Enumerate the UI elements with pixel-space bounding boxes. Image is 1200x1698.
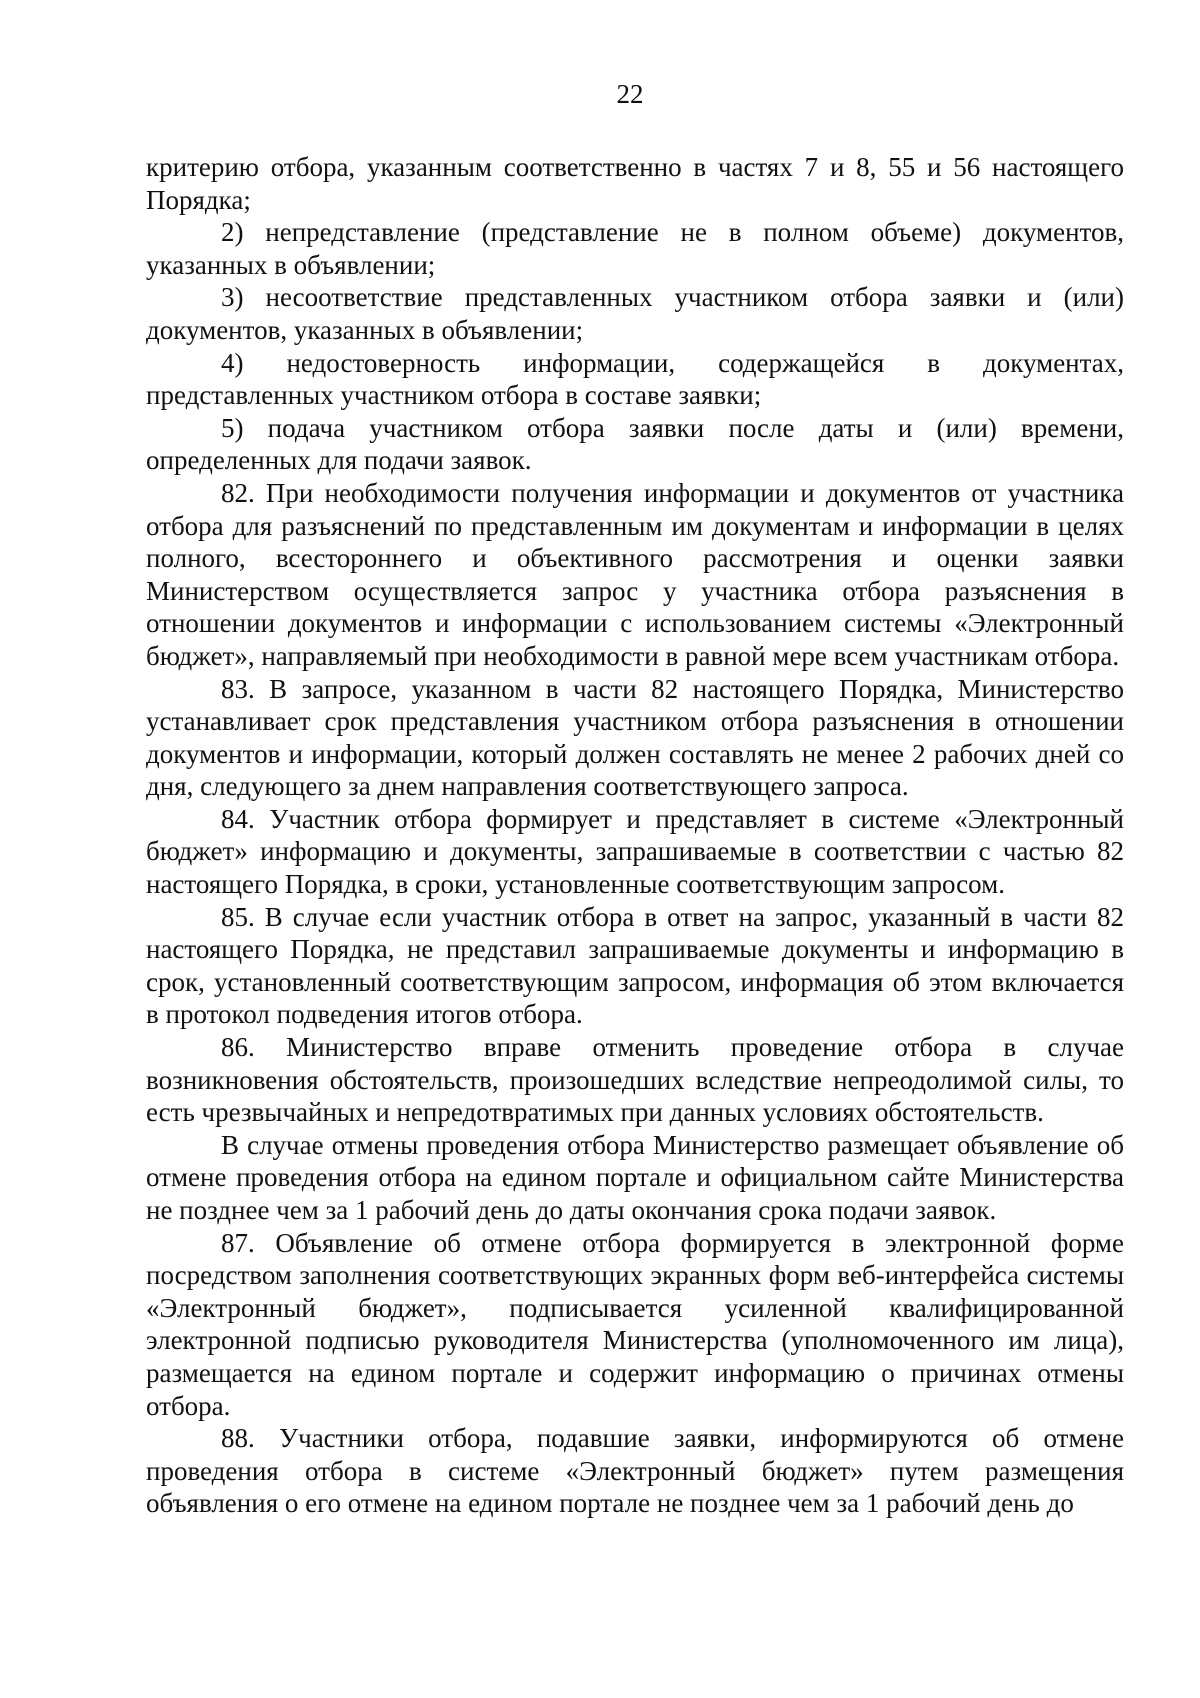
page-number: 22 [616, 79, 644, 109]
section-86-cancellation: В случае отмены проведения отбора Министерство размещает объявление об отмене проведения отбора на едином портале и официальном сайте Министерства не позднее чем за 1 рабочий день до даты окончания срока подачи заявок. [146, 1129, 1124, 1225]
list-item-3: 3) несоответствие представленных участником отбора заявки и (или) документов, указанных в объявлении; [146, 282, 1124, 345]
paragraph-continuation: критерию отбора, указанным соответственно в частях 7 и 8, 55 и 56 настоящего Порядка; [146, 152, 1124, 215]
section-85: 85. В случае если участник отбора в ответ на запрос, указанный в части 82 настоящего Порядка, не представил запрашиваемые документы и информацию в срок, установленный соответствующим запросом, информация об этом включается в протокол подведения итогов отбора. [146, 901, 1124, 1030]
list-item-4: 4) недостоверность информации, содержащейся в документах, представленных участником отбора в составе заявки; [146, 347, 1124, 411]
section-88: 88. Участники отбора, подавшие заявки, информируются об отмене проведения отбора в системе «Электронный бюджет» путем размещения объявления о его отмене на едином портале не позднее чем за 1 рабочий день до [146, 1423, 1124, 1519]
list-item-2: 2) непредставление (представление не в полном объеме) документов, указанных в объявлении; [146, 217, 1124, 280]
list-item-5: 5) подача участником отбора заявки после даты и (или) времени, определенных для подачи заявок. [146, 412, 1124, 476]
section-86: 86. Министерство вправе отменить проведение отбора в случае возникновения обстоятельств, произошедших вследствие непреодолимой силы, то есть чрезвычайных и непредотвратимых при данных условиях обстоятельств. [146, 1032, 1124, 1128]
section-82: 82. При необходимости получения информации и документов от участника отбора для разъяснений по представленным им документам и информации в целях полного, всестороннего и объективного рассмотрения и оценки заявки Министерством осуществляется запрос у участника отбора разъяснения в отношении документов и информации с использованием системы «Электронный бюджет», направляемый при необходимости в равной мере всем участникам отбора. [146, 477, 1124, 671]
document-body [146, 151, 1124, 1520]
section-87: 87. Объявление об отмене отбора формируется в электронной форме посредством заполнения соответствующих экранных форм веб-интерфейса системы «Электронный бюджет», подписывается усиленной квалифицированной электронной подписью руководителя Министерства (уполномоченного им лица), размещается на едином портале и содержит информацию о причинах отмены отбора. [146, 1227, 1124, 1421]
section-84: 84. Участник отбора формирует и представляет в системе «Электронный бюджет» информацию и документы, запрашиваемые в соответствии с частью 82 настоящего Порядка, в сроки, установленные соответствующим запросом. [146, 803, 1124, 900]
section-83: 83. В запросе, указанном в части 82 настоящего Порядка, Министерство устанавливает срок представления участником отбора разъяснения в отношении документов и информации, который должен составлять не менее 2 рабочих дней со дня, следующего за днем направления соответствующего запроса. [146, 673, 1124, 802]
